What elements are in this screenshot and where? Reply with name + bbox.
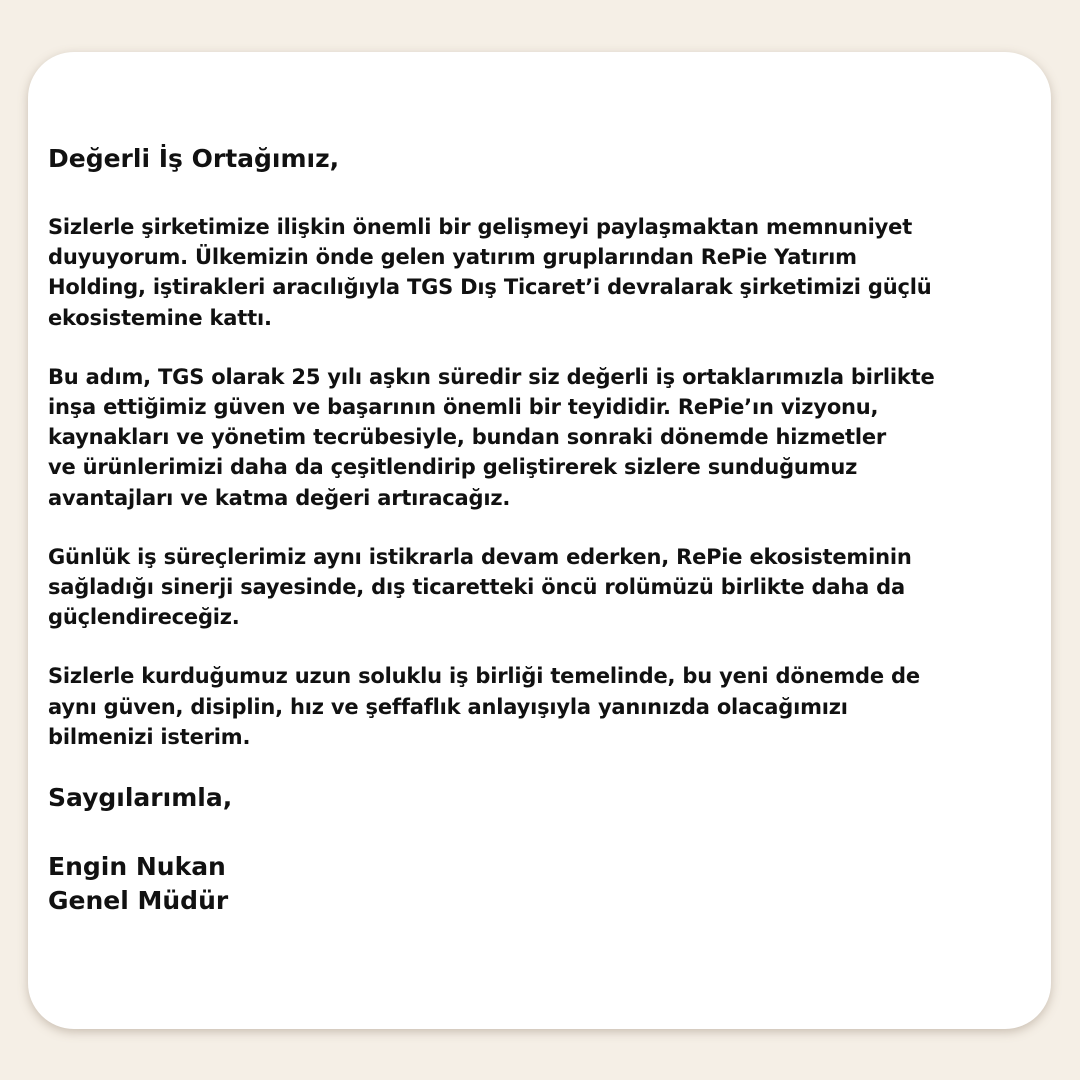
letter-card — [28, 52, 1051, 1029]
letter-body — [48, 144, 1043, 918]
paragraph-line: ve ürünlerimizi daha da çeşitlendirip geliştirerek sizlere sunduğumuz — [48, 455, 858, 480]
paragraph-line: bilmenizi isterim. — [48, 724, 251, 749]
paragraph-line: inşa ettiğimiz güven ve başarının önemli bir teyididir. RePie’ın vizyonu, — [48, 395, 879, 420]
paragraph-line: ekosistemine kattı. — [48, 305, 272, 330]
paragraph-line: kaynakları ve yönetim tecrübesiyle, bundan sonraki dönemde hizmetler — [48, 425, 887, 450]
paragraph-line: güçlendireceğiz. — [48, 605, 240, 630]
signature-block — [48, 850, 1043, 918]
paragraph-line: Sizlerle şirketimize ilişkin önemli bir gelişmeyi paylaşmaktan memnuniyet — [48, 215, 913, 239]
paragraph-3 — [48, 542, 1043, 633]
paragraph-line: Holding, iştirakleri aracılığıyla TGS Dış Ticaret’i devralarak şirketimizi güçlü — [48, 275, 932, 300]
paragraph-line: Günlük iş süreçlerimiz aynı istikrarla devam ederken, RePie ekosisteminin — [48, 544, 912, 569]
paragraph-line: Sizlerle kurduğumuz uzun soluklu iş birliği temelinde, bu yeni dönemde de — [48, 664, 920, 689]
paragraph-line: sağladığı sinerji sayesinde, dış ticaretteki öncü rolümüzü birlikte daha da — [48, 575, 905, 600]
paragraph-1 — [48, 212, 1043, 333]
signer-name: Engin Nukan — [48, 852, 226, 882]
paragraph-line: aynı güven, disiplin, hız ve şeffaflık anlayışıyla yanınızda olacağımızı — [48, 694, 848, 719]
paragraph-line: avantajları ve katma değeri artıracağız. — [48, 485, 511, 510]
paragraph-2 — [48, 362, 1043, 513]
paragraph-line: duyuyorum. Ülkemizin önde gelen yatırım gruplarından RePie Yatırım — [48, 245, 857, 270]
signer-title: Genel Müdür — [48, 886, 229, 916]
paragraph-4 — [48, 661, 1043, 752]
letter-closing: Saygılarımla, — [48, 783, 233, 813]
letter-greeting: Değerli İş Ortağımız, — [48, 144, 340, 173]
paragraph-line: Bu adım, TGS olarak 25 yılı aşkın süredir siz değerli iş ortaklarımızla birlikte — [48, 364, 935, 389]
